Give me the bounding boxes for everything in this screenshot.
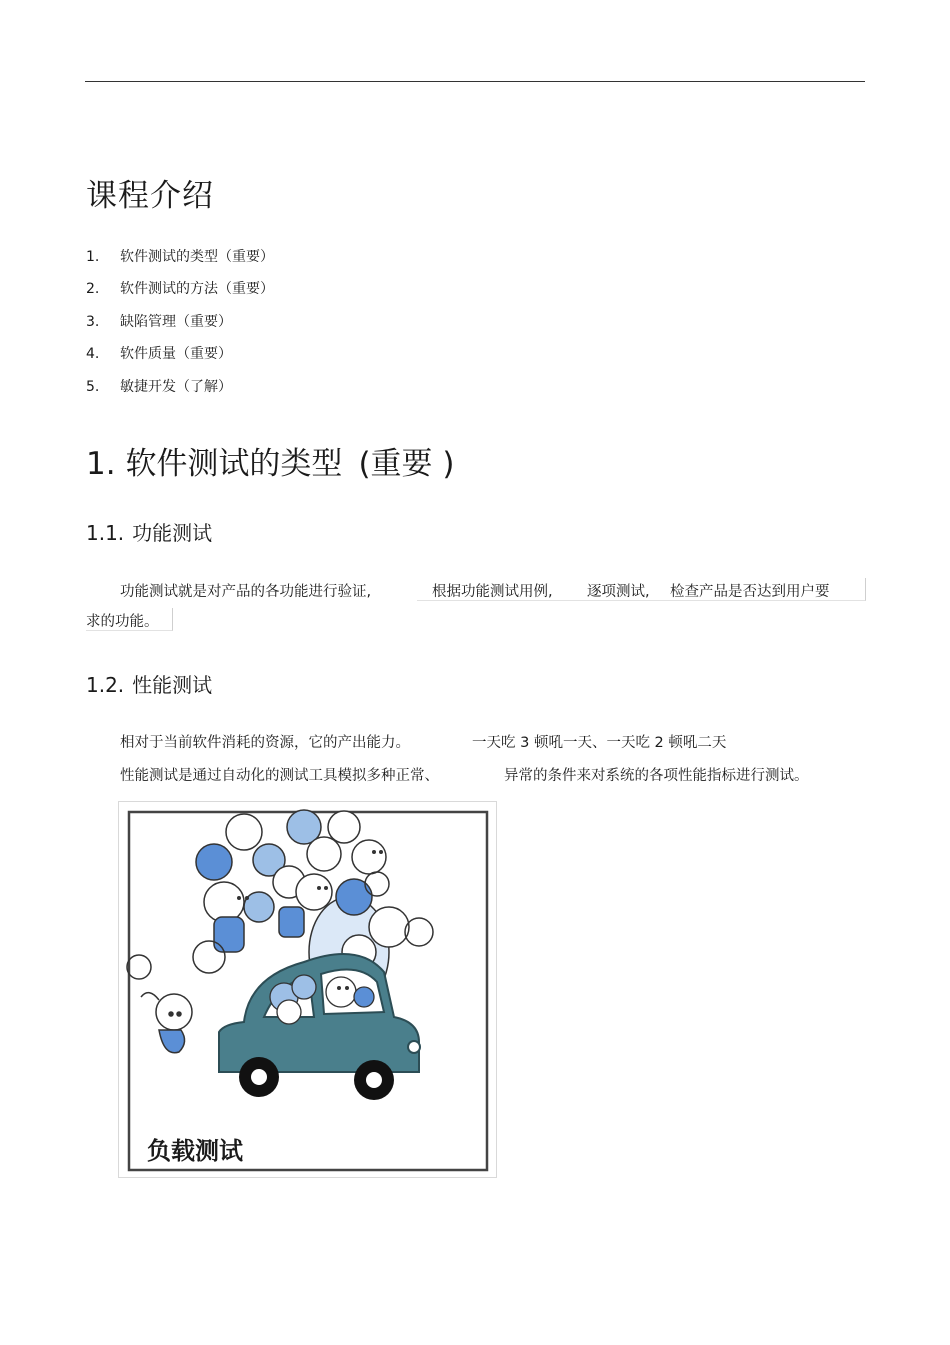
toc-text: 缺陷管理（重要） (120, 313, 232, 330)
toc-text: 敏捷开发（了解） (120, 378, 232, 395)
section-1-1-heading (86, 517, 212, 546)
header-rule (85, 81, 865, 82)
section-1-title: 软件测试的类型 (125, 446, 343, 482)
text-box-frame (417, 578, 866, 601)
text-box-frame (86, 608, 173, 631)
toc-item (86, 344, 274, 376)
table-of-contents (86, 247, 274, 409)
toc-number: 2. (86, 281, 100, 298)
load-test-cartoon (119, 802, 496, 1177)
section-1-heading (86, 438, 454, 483)
section-1-1-number: 1.1. (86, 521, 125, 545)
page-title: 课程介绍 (86, 178, 214, 214)
toc-number: 4. (86, 346, 100, 363)
section-1-2-title: 性能测试 (132, 673, 213, 697)
toc-number: 3. (86, 313, 100, 330)
functional-para-part-d: 检查产品是否达到用户要 (670, 584, 830, 600)
functional-para-part-b: 根据功能测试用例, (432, 584, 553, 600)
toc-item (86, 247, 274, 279)
section-1-suffix: (重要 ) (358, 446, 455, 482)
functional-para-line-2: 求的功能。 (86, 614, 159, 630)
functional-para-part-a: 功能测试就是对产品的各功能进行验证, (120, 584, 372, 600)
functional-para-part-c: 逐项测试, (587, 584, 650, 600)
toc-number: 1. (86, 249, 100, 265)
toc-item (86, 377, 274, 409)
section-1-2-number: 1.2. (86, 673, 125, 697)
load-test-illustration (118, 801, 497, 1178)
toc-item (86, 312, 274, 344)
toc-text: 软件质量（重要） (120, 346, 232, 363)
section-1-number: 1. (86, 446, 116, 482)
section-1-1-title: 功能测试 (132, 521, 213, 545)
figure-caption: 负载测试 (147, 1137, 243, 1165)
toc-number: 5. (86, 378, 100, 395)
performance-line-1a: 相对于当前软件消耗的资源，它的产出能力。 (120, 735, 410, 751)
performance-line-2a: 性能测试是通过自动化的测试工具模拟多种正常、 (120, 768, 439, 784)
toc-item (86, 279, 274, 311)
performance-line-2b: 异常的条件来对系统的各项性能指标进行测试。 (504, 768, 809, 784)
section-1-2-heading (86, 669, 212, 698)
toc-text: 软件测试的类型（重要） (120, 249, 274, 265)
toc-text: 软件测试的方法（重要） (120, 281, 274, 298)
performance-line-1b: 一天吃 3 顿吼一天、一天吃 2 顿吼二天 (472, 735, 727, 751)
